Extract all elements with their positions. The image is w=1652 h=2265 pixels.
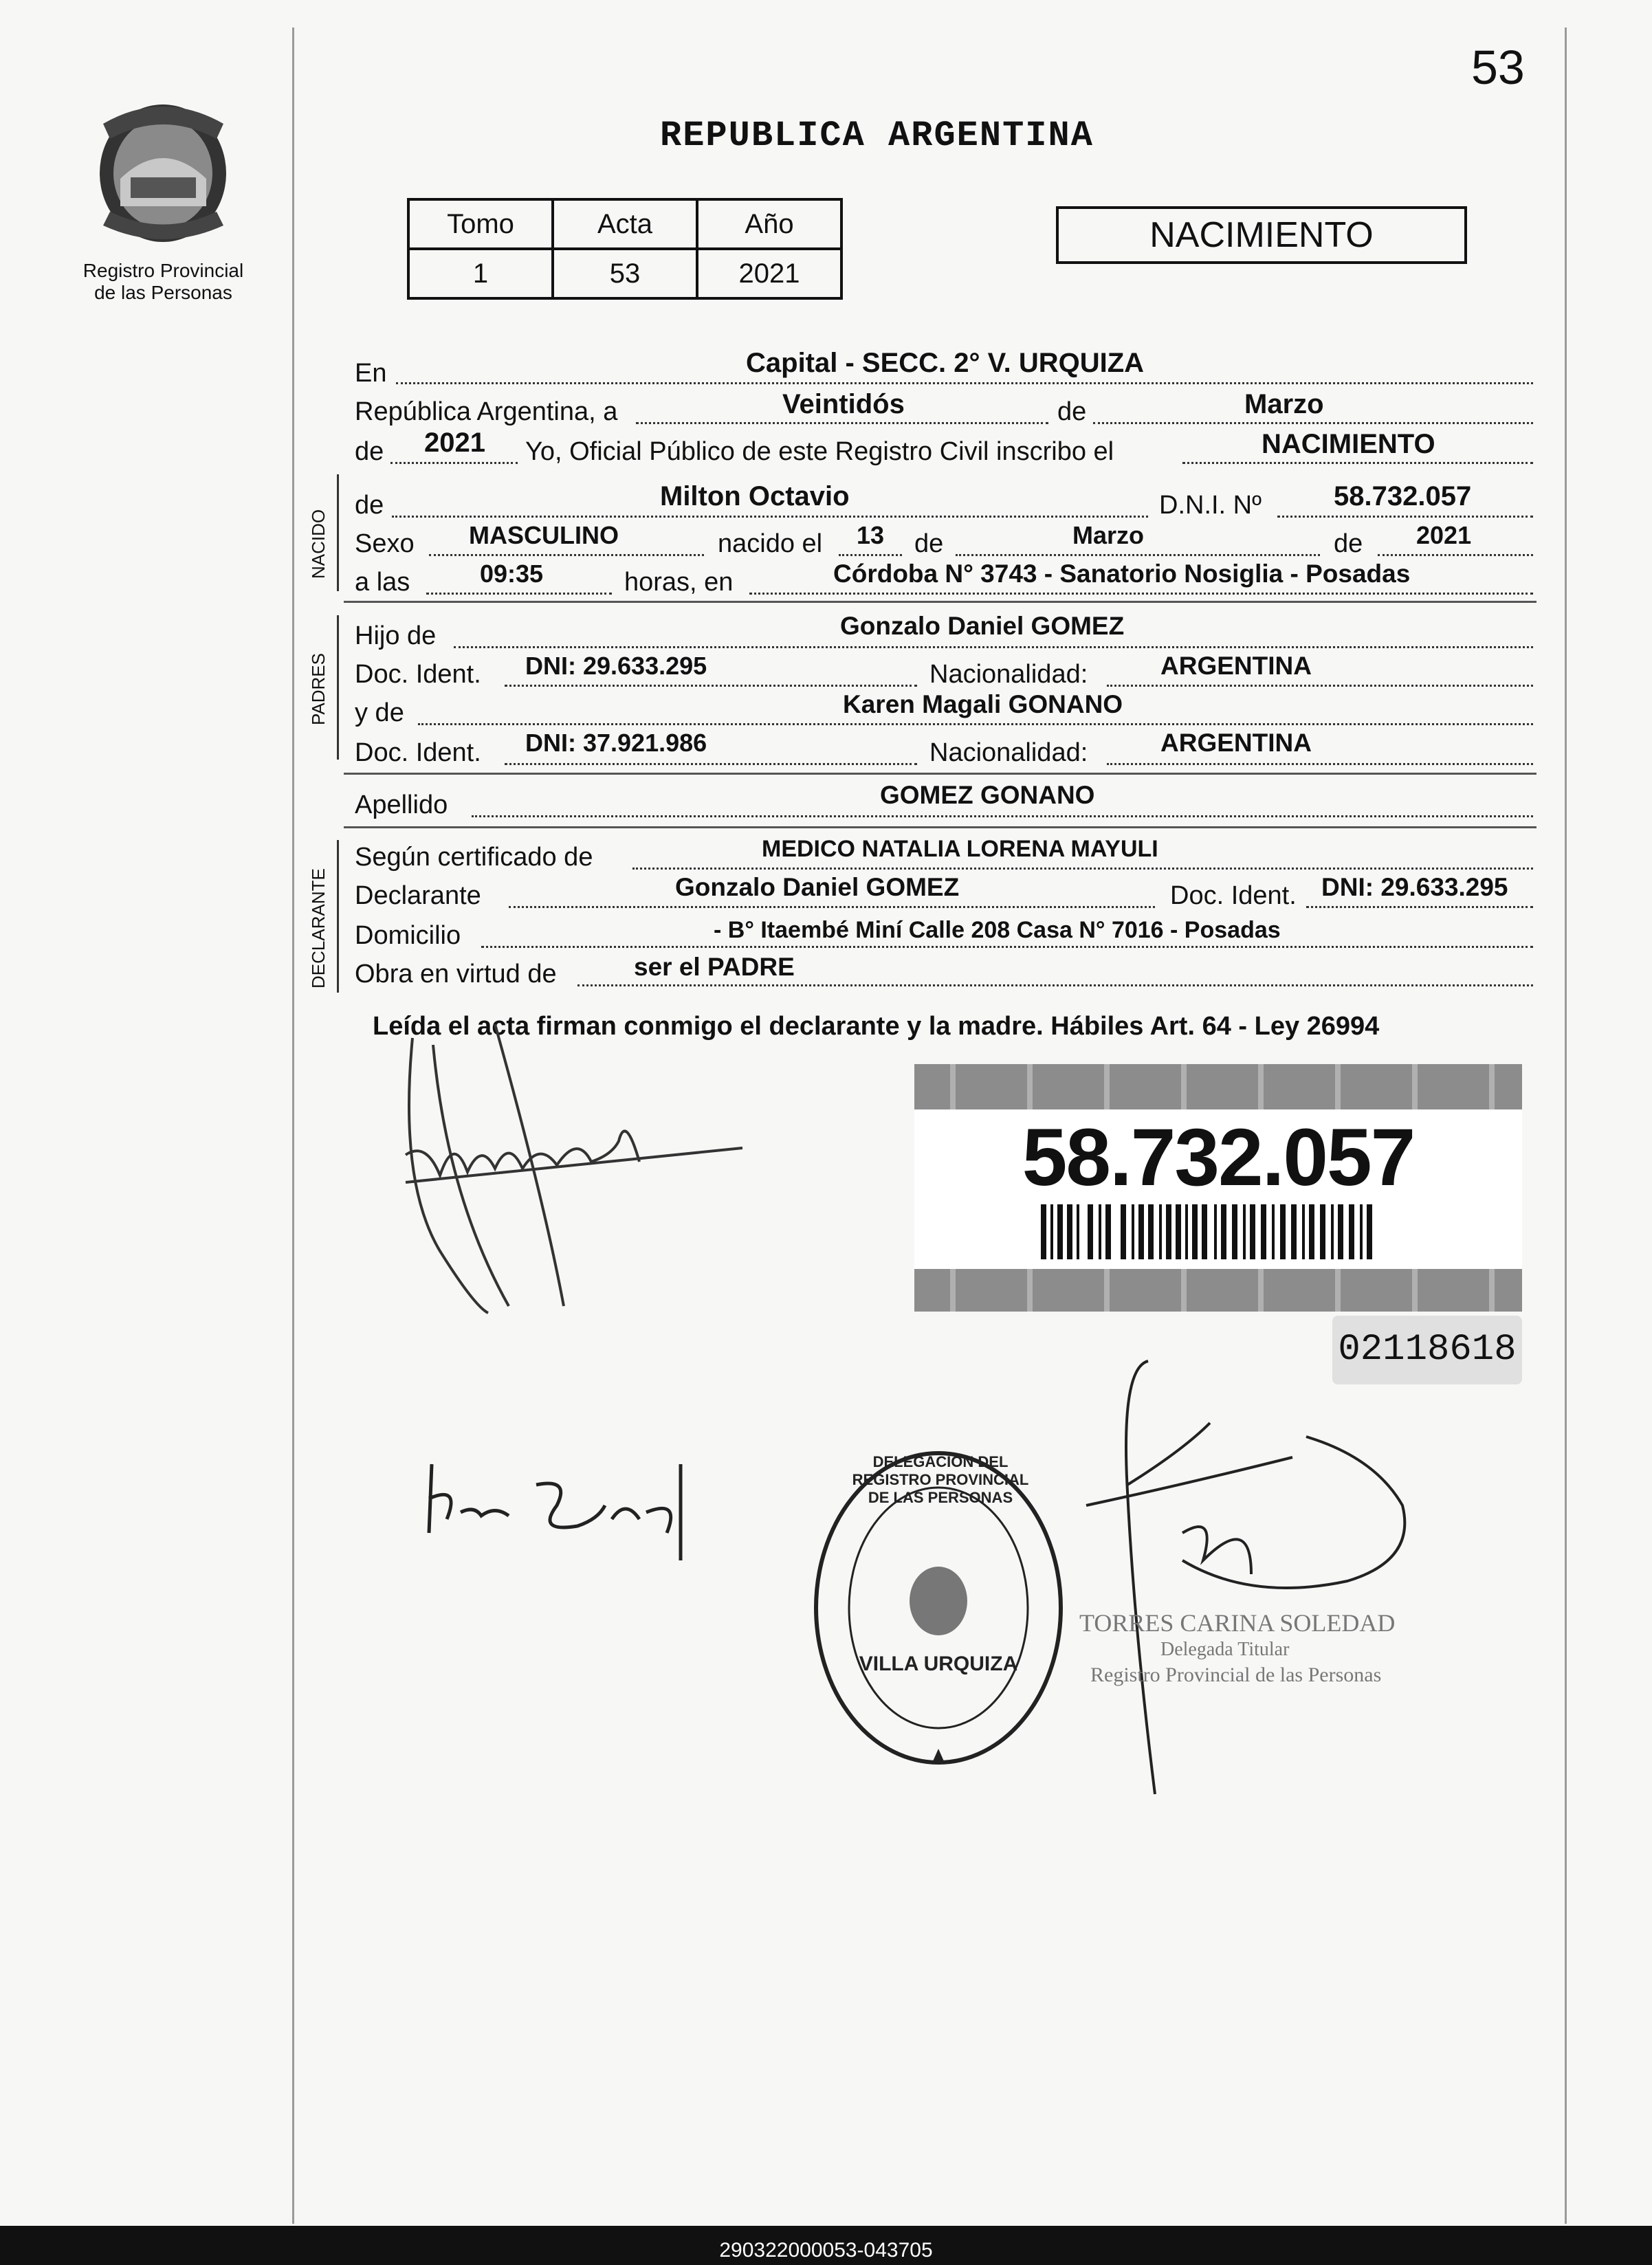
mother-nationality-label: Nacionalidad: — [929, 738, 1088, 767]
sticker-serial: 02118618 — [1332, 1316, 1522, 1384]
name-dots — [392, 516, 1148, 518]
page-number: 53 — [1471, 41, 1525, 94]
year-value: 2021 — [424, 428, 485, 458]
en-label: En — [355, 359, 387, 388]
right-margin-line — [1565, 27, 1567, 2224]
sexo-value: MASCULINO — [469, 521, 619, 549]
mother-name-dots — [418, 723, 1533, 725]
stamp-official-name: TORRES CARINA SOLEDAD — [1079, 1609, 1396, 1637]
place-value: Capital - SECC. 2° V. URQUIZA — [746, 348, 1145, 378]
domicilio-dots — [481, 946, 1533, 948]
yo-text: Yo, Oficial Público de este Registro Civil inscribo el — [525, 437, 1114, 466]
padres-bar — [337, 615, 339, 760]
hijo-de-label: Hijo de — [355, 621, 437, 650]
place-dots — [396, 382, 1533, 384]
sticker-top-band — [914, 1064, 1522, 1109]
nacido-de-label: de — [355, 491, 384, 520]
dni-dots — [1277, 516, 1533, 518]
father-nationality: ARGENTINA — [1160, 652, 1312, 680]
stamp-official-title: Delegada Titular — [1160, 1639, 1290, 1660]
birth-year-dots — [1378, 554, 1533, 556]
dni-label: D.N.I. Nº — [1159, 491, 1262, 520]
y-de-label: y de — [355, 698, 404, 727]
register-header-row — [408, 199, 841, 249]
sexo-label: Sexo — [355, 529, 415, 558]
month-value: Marzo — [1244, 389, 1324, 419]
register-value-anio: 2021 — [697, 249, 841, 298]
birth-day-dots — [839, 554, 902, 556]
father-name: Gonzalo Daniel GOMEZ — [840, 612, 1125, 640]
padres-divider — [344, 773, 1537, 775]
misiones-crest-icon — [89, 96, 237, 251]
declarante-doc: DNI: 29.633.295 — [1321, 873, 1508, 901]
register-value-tomo: 1 — [408, 249, 553, 298]
father-nationality-label: Nacionalidad: — [929, 660, 1088, 689]
sexo-dots — [429, 554, 704, 556]
closing-note: Leída el acta firman conmigo el declarante y la madre. Hábiles Art. 64 - Ley 26994 — [373, 1012, 1380, 1041]
register-header-tomo: Tomo — [408, 199, 553, 249]
obra-label: Obra en virtud de — [355, 960, 557, 988]
declarant-signature-icon — [385, 1017, 770, 1402]
register-header-acta: Acta — [553, 199, 697, 249]
horas-en-label: horas, en — [624, 568, 734, 597]
birth-place-dots — [749, 593, 1533, 595]
apellido-divider — [344, 826, 1537, 828]
obra-dots — [577, 984, 1533, 986]
dni-sticker — [914, 1109, 1522, 1269]
stamp-office: Registro Provincial de las Personas — [1090, 1664, 1382, 1686]
barcode-icon — [914, 1204, 1522, 1259]
declarante-section-label: DECLARANTE — [308, 868, 329, 988]
mother-doc-label: Doc. Ident. — [355, 738, 481, 767]
document-type-box: NACIMIENTO — [1056, 206, 1467, 264]
register-header-anio: Año — [697, 199, 841, 249]
month-dots — [1093, 422, 1533, 424]
time-dots — [426, 593, 612, 595]
father-doc-dots — [505, 685, 917, 687]
province-logo — [89, 96, 237, 251]
certificado-label: Según certificado de — [355, 843, 593, 872]
de-label: de — [1057, 397, 1087, 426]
declarante-bar — [337, 840, 339, 993]
republica-label: República Argentina, a — [355, 397, 618, 426]
father-doc-label: Doc. Ident. — [355, 660, 481, 689]
birth-day: 13 — [857, 521, 885, 549]
declarante-doc-label: Doc. Ident. — [1170, 881, 1297, 910]
obra-value: ser el PADRE — [634, 953, 795, 981]
register-value-row — [408, 249, 841, 298]
child-name: Milton Octavio — [660, 481, 850, 511]
apellido-value: GOMEZ GONANO — [880, 781, 1095, 809]
declarante-doc-dots — [1306, 906, 1533, 908]
mother-name: Karen Magali GONANO — [843, 690, 1123, 718]
mother-nationality-dots — [1107, 763, 1533, 765]
birth-month: Marzo — [1072, 521, 1145, 549]
mother-doc-dots — [505, 763, 917, 765]
nacido-section-label: NACIDO — [308, 509, 329, 579]
birth-month-dots — [956, 554, 1320, 556]
birth-year: 2021 — [1416, 521, 1472, 549]
nacido-de-label-3: de — [1334, 529, 1363, 558]
declarante-label: Declarante — [355, 881, 481, 910]
father-name-dots — [454, 646, 1533, 648]
padres-section-label: PADRES — [308, 653, 329, 725]
father-doc: DNI: 29.633.295 — [525, 652, 707, 680]
register-value-acta: 53 — [553, 249, 697, 298]
left-margin-line — [292, 27, 294, 2224]
mother-signature-icon — [419, 1457, 708, 1574]
a-las-label: a las — [355, 568, 410, 597]
seal-center-text: VILLA URQUIZA — [859, 1653, 1018, 1675]
nacido-el-label: nacido el — [718, 529, 823, 558]
certificado-dots — [632, 868, 1533, 870]
mother-nationality: ARGENTINA — [1160, 729, 1312, 757]
logo-caption-line-2: de las Personas — [94, 282, 232, 304]
domicilio-label: Domicilio — [355, 921, 461, 950]
sticker-dni-number: 58.732.057 — [1022, 1112, 1415, 1203]
year-dots — [390, 462, 518, 464]
day-value: Veintidós — [782, 389, 905, 419]
de2-label: de — [355, 437, 384, 466]
apellido-dots — [472, 815, 1533, 817]
birth-time: 09:35 — [480, 560, 544, 588]
register-table — [407, 198, 843, 300]
declarante-name: Gonzalo Daniel GOMEZ — [675, 873, 960, 901]
nacido-divider — [344, 601, 1537, 603]
nacido-bar — [337, 474, 339, 591]
declarante-name-dots — [509, 906, 1155, 908]
day-dots — [636, 422, 1048, 424]
birth-place: Córdoba N° 3743 - Sanatorio Nosiglia - Posadas — [833, 560, 1411, 588]
apellido-label: Apellido — [355, 791, 448, 819]
domicilio-value: - B° Itaembé Miní Calle 208 Casa N° 7016 - Posadas — [714, 917, 1281, 943]
seal-ring-text: DELEGACION DEL REGISTRO PROVINCIAL DE LAS PERSONAS — [852, 1453, 1029, 1506]
certificado-value: MEDICO NATALIA LORENA MAYULI — [762, 836, 1158, 862]
logo-caption — [55, 260, 272, 304]
sticker-bottom-band — [914, 1269, 1522, 1312]
child-dni: 58.732.057 — [1334, 481, 1472, 511]
page-title: REPUBLICA ARGENTINA — [660, 115, 1094, 156]
father-nationality-dots — [1107, 685, 1533, 687]
act-type-value: NACIMIENTO — [1262, 429, 1435, 459]
logo-caption-line-1: Registro Provincial — [82, 260, 244, 281]
official-signature-icon — [1045, 1354, 1457, 1835]
act-type-dots — [1182, 462, 1533, 464]
mother-doc: DNI: 37.921.986 — [525, 729, 707, 757]
footer-code: 290322000053-043705 — [719, 2239, 933, 2262]
registry-seal — [810, 1446, 1067, 1769]
nacido-de-label-2: de — [914, 529, 944, 558]
